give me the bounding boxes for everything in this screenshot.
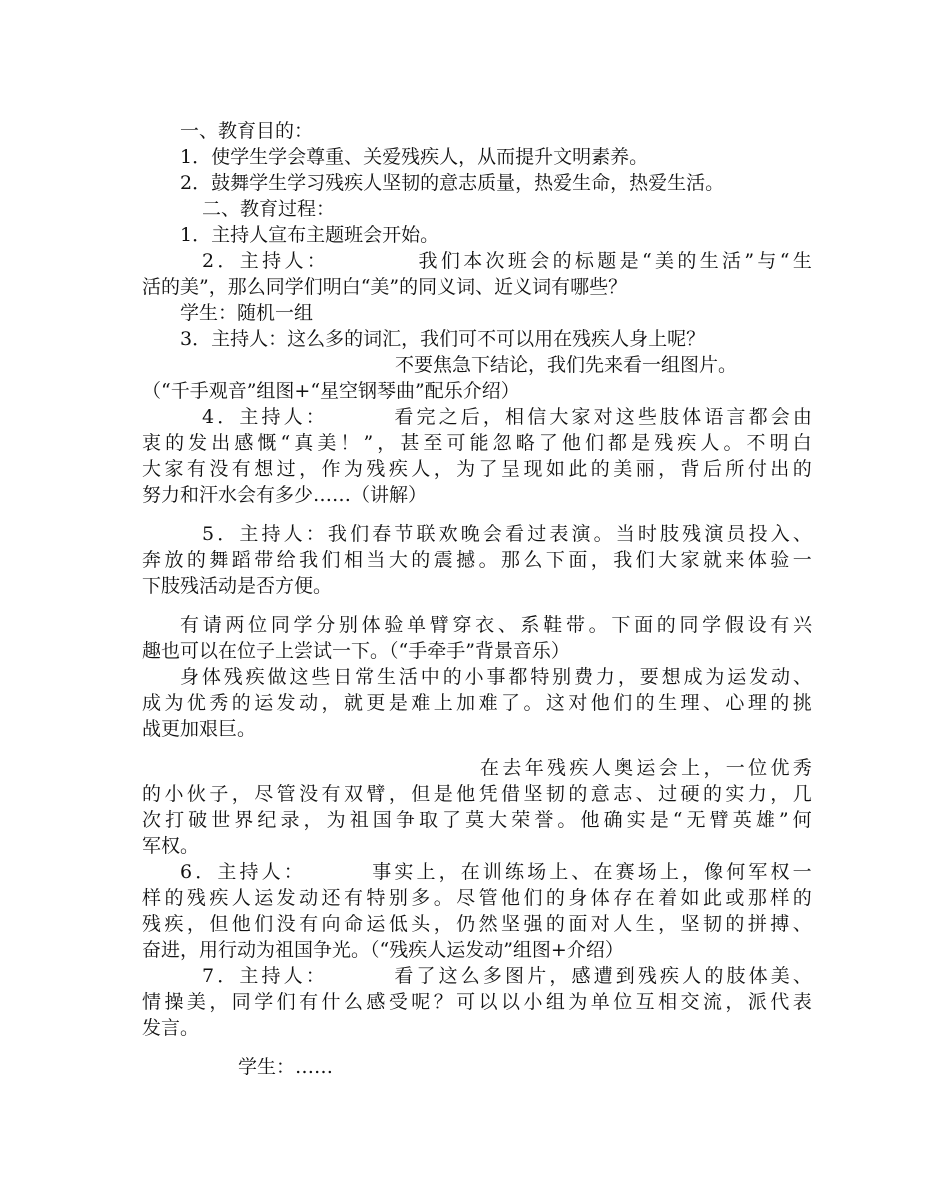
paragraph-gap <box>142 742 812 755</box>
text-line: 残 疾 ， 但 他 们 没 有 向 命 运 低 头 ， 仍 然 坚 强 的 面 对 人 生 ， 坚 韧 的 拼 搏 、 <box>142 913 812 935</box>
text-line: 下肢残活动是否方便。 <box>142 575 333 597</box>
document-body <box>142 118 812 1080</box>
text-line: 7 ． 主 持 人 ： 看 了 这 么 多 图 片 ， 感 遭 到 残 疾 人 的 肢 体 美 、 <box>202 965 812 987</box>
text-line: 衷 的 发 出 感 慨 “ 真 美 ！ ” ， 甚 至 可 能 忽 略 了 他 们 都 是 残 疾 人 。 不 明 白 <box>142 432 812 454</box>
text-line: 活的美”，那么同学们明白“美”的同义词、近义词有哪些？ <box>142 276 628 298</box>
text-line: 成 为 优 秀 的 运 发 动 ， 就 更 是 难 上 加 难 了 。 这 对 他 们 的 生 理 、 心 理 的 挑 <box>142 692 812 714</box>
text-line: 4 ． 主 持 人 ： 看 完 之 后 ， 相 信 大 家 对 这 些 肢 体 语 言 都 会 由 <box>202 406 812 428</box>
text-line: 二、教育过程： <box>202 198 336 220</box>
text-line: 身 体 残 疾 做 这 些 日 常 生 活 中 的 小 事 都 特 别 费 力 ， 要 想 成 为 运 发 动 、 <box>180 666 812 688</box>
text-line: （“千手观音”组图+“星空钢琴曲”配乐介绍） <box>142 380 520 402</box>
text-line: 发言。 <box>142 1017 200 1039</box>
text-line: 3．主持人：这么多的词汇，我们可不可以用在残疾人身上呢？ <box>180 328 706 350</box>
text-line: 6 ． 主 持 人 ： 事 实 上 ， 在 训 练 场 上 、 在 赛 场 上 ， 像 何 军 权 一 <box>180 861 812 883</box>
text-line: 有 请 两 位 同 学 分 别 体 验 单 臂 穿 衣 、 系 鞋 带 。 下 面 的 同 学 假 设 有 兴 <box>180 614 812 636</box>
text-line: 奔 放 的 舞 蹈 带 给 我 们 相 当 大 的 震 撼 。 那 么 下 面 ， 我 们 大 家 就 来 体 验 一 <box>142 549 812 571</box>
paragraph-gap <box>142 1041 812 1054</box>
text-line: 大 家 有 没 有 想 过 ， 作 为 残 疾 人 ， 为 了 呈 现 如 此 的 美 丽 ， 背 后 所 付 出 的 <box>142 458 812 480</box>
text-line: 趣也可以在位子上尝试一下。（“手牵手”背景音乐） <box>142 640 570 662</box>
text-line: 在 去 年 残 疾 人 奥 运 会 上 ， 一 位 优 秀 <box>480 757 812 779</box>
text-line: 情 操 美 ， 同 学 们 有 什 么 感 受 呢 ？ 可 以 以 小 组 为 单 位 互 相 交 流 ， 派 代 表 <box>142 991 812 1013</box>
text-line: 奋进，用行动为祖国争光。（“残疾人运发动”组图+介绍） <box>142 939 624 961</box>
text-line: 样 的 残 疾 人 运 发 动 还 有 特 别 多 。 尽 管 他 们 的 身 体 存 在 着 如 此 或 那 样 的 <box>142 887 812 909</box>
text-line: 战更加艰巨。 <box>142 718 257 740</box>
paragraph-gap <box>142 508 812 521</box>
text-line: 不要焦急下结论，我们先来看一组图片。 <box>395 354 738 376</box>
text-line: 一、教育目的： <box>180 120 314 142</box>
text-line: 5 ． 主 持 人 ： 我 们 春 节 联 欢 晚 会 看 过 表 演 。 当 时 肢 残 演 员 投 入 、 <box>202 523 812 545</box>
text-line: 1．使学生学会尊重、关爱残疾人，从而提升文明素养。 <box>180 146 649 168</box>
text-line: 学生：随机一组 <box>180 302 314 324</box>
text-line: 2 ． 主 持 人 ： 我 们 本 次 班 会 的 标 题 是 “ 美 的 生 活 ” 与 “ 生 <box>202 250 812 272</box>
text-line: 学生：…… <box>238 1056 334 1078</box>
text-line: 努力和汗水会有多少……（讲解） <box>142 484 428 506</box>
text-line: 次 打 破 世 界 纪 录 ， 为 祖 国 争 取 了 莫 大 荣 誉 。 他 确 实 是 “ 无 臂 英 雄 ” 何 <box>142 809 812 831</box>
paragraph-gap <box>142 599 812 612</box>
text-line: 军权。 <box>142 835 200 857</box>
text-line: 的 小 伙 子 ， 尽 管 没 有 双 臂 ， 但 是 他 凭 借 坚 韧 的 意 志 、 过 硬 的 实 力 ， 几 <box>142 783 812 805</box>
text-line: 1．主持人宣布主题班会开始。 <box>180 224 440 246</box>
text-line: 2．鼓舞学生学习残疾人坚韧的意志质量，热爱生命，热爱生活。 <box>180 172 725 194</box>
